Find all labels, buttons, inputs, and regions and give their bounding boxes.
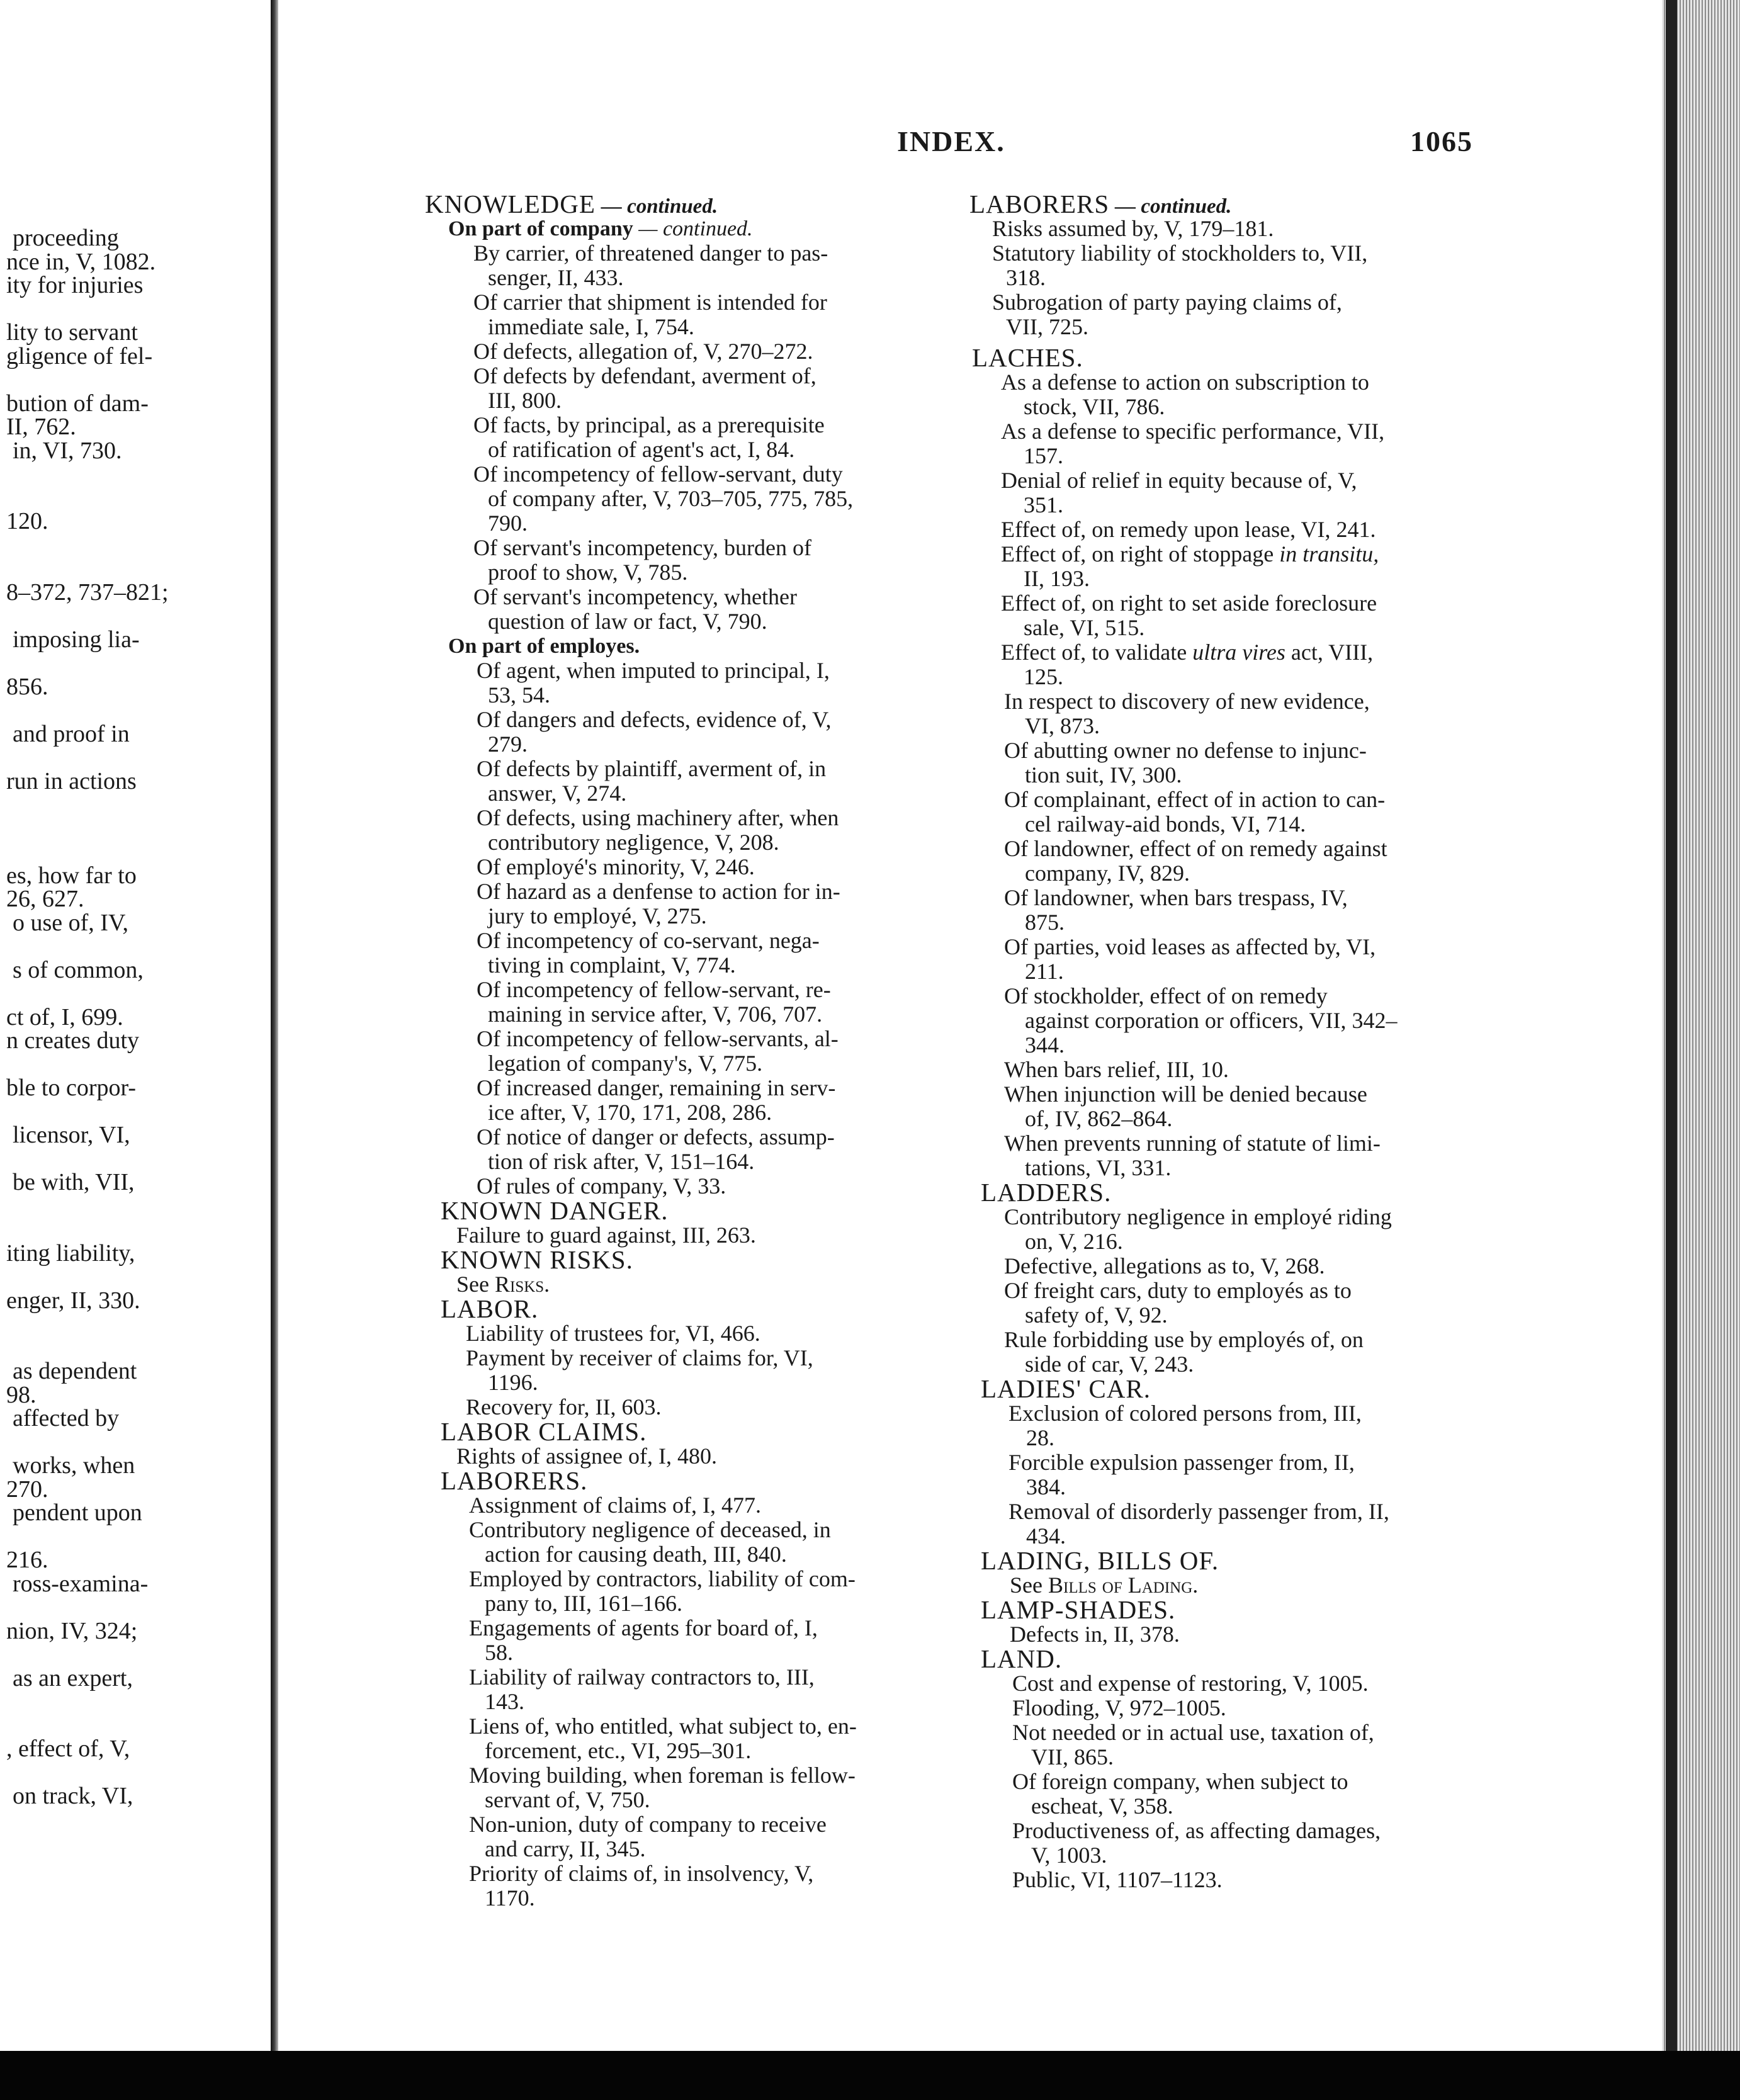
left-page-text-line: 8–372, 737–821;	[6, 579, 169, 606]
left-page-text-line: bution of dam-	[6, 390, 149, 417]
entry-line: of ratification of agent's act, I, 84.	[488, 437, 795, 462]
entry-line: Of agent, when imputed to principal, I,	[477, 658, 830, 683]
left-page-text-line: o use of, IV,	[13, 909, 129, 936]
entry-line: Effect of, to validate ultra vires act, VIII,	[1001, 640, 1374, 665]
entry-line: VII, 865.	[1031, 1744, 1114, 1770]
left-page-text-line: ity for injuries	[6, 272, 144, 298]
entry-line: Of dangers and defects, evidence of, V,	[477, 707, 832, 732]
entry-line: 1170.	[485, 1885, 535, 1911]
entry-line: Not needed or in actual use, taxation of,	[1012, 1720, 1374, 1745]
entry-line: Of rules of company, V, 33.	[477, 1173, 726, 1199]
entry-line: action for causing death, III, 840.	[485, 1542, 787, 1567]
left-page-text-line: imposing lia-	[13, 626, 140, 653]
subheading-on-part-of-company: On part of company — continued.	[448, 217, 753, 240]
left-page-text-line: s of common,	[13, 956, 144, 983]
page-title: INDEX.	[897, 125, 1005, 157]
entry-line: immediate sale, I, 754.	[488, 314, 694, 339]
entry-line: 279.	[488, 731, 528, 757]
entry-line: senger, II, 433.	[488, 265, 624, 290]
entry-line: jury to employé, V, 275.	[488, 903, 707, 929]
entry-line: 790.	[488, 511, 528, 536]
entry-line: Contributory negligence in employé riding	[1004, 1204, 1392, 1229]
entry-line: Contributory negligence of deceased, in	[469, 1517, 831, 1542]
left-page-fragment	[0, 0, 271, 2051]
entry-line: escheat, V, 358.	[1031, 1793, 1173, 1819]
entry-line: Effect of, on right of stoppage in transitu,	[1001, 541, 1379, 567]
entry-labor-claims-heading: LABOR CLAIMS.	[441, 1417, 647, 1446]
entry-line: maining in service after, V, 706, 707.	[488, 1002, 823, 1027]
entry-line: Effect of, on right to set aside foreclosure	[1001, 590, 1377, 616]
entry-line: ice after, V, 170, 171, 208, 286.	[488, 1100, 772, 1125]
left-page-text-line: 120.	[6, 508, 48, 534]
index-column-right	[969, 189, 1486, 1892]
entry-labor-heading: LABOR.	[441, 1294, 539, 1323]
book-cover-edge	[1666, 0, 1677, 2051]
entry-lamp-shades-heading: LAMP-SHADES.	[981, 1595, 1176, 1624]
entry-line: Assignment of claims of, I, 477.	[469, 1493, 761, 1518]
left-page-text-line: nion, IV, 324;	[6, 1617, 138, 1644]
employes-subentries	[425, 658, 941, 1199]
left-page-text-line: 270.	[6, 1476, 48, 1503]
entry-line: Payment by receiver of claims for, VI,	[466, 1345, 813, 1370]
entry-line: 351.	[1024, 492, 1063, 517]
entry-line: and carry, II, 345.	[485, 1836, 646, 1861]
entry-line: Priority of claims of, in insolvency, V,	[469, 1861, 814, 1886]
entry-line: Cost and expense of restoring, V, 1005.	[1012, 1671, 1369, 1696]
entry-line: 157.	[1024, 443, 1063, 468]
entry-line: Of parties, void leases as affected by, VI,	[1004, 934, 1376, 959]
entry-line: Of landowner, when bars trespass, IV,	[1004, 885, 1348, 910]
entry-line: Of complainant, effect of in action to can-	[1004, 787, 1386, 812]
entry-line: Of defects by defendant, averment of,	[473, 363, 816, 388]
entry-line: Of defects, using machinery after, when	[477, 805, 839, 830]
left-page-text-line: gligence of fel-	[6, 342, 153, 370]
entry-line: tiving in complaint, V, 774.	[488, 952, 736, 978]
left-page-text-line: nce in, V, 1082.	[6, 248, 156, 275]
entry-line: on, V, 216.	[1025, 1229, 1123, 1254]
index-column-left	[425, 189, 941, 1911]
entry-lading-heading: LADING, BILLS OF.	[981, 1546, 1219, 1575]
left-page-text-line: works, when	[13, 1452, 135, 1479]
entry-line: As a defense to action on subscription to	[1001, 370, 1369, 395]
left-page-text-line: II, 762.	[6, 414, 76, 440]
entry-ladders-heading: LADDERS.	[981, 1178, 1112, 1207]
laborers-continued-subentries	[969, 217, 1486, 339]
entry-line: Moving building, when foreman is fellow-	[469, 1763, 856, 1788]
left-page-text-line: enger, II, 330.	[6, 1287, 140, 1314]
entry-line: When bars relief, III, 10.	[1004, 1057, 1229, 1082]
left-page-text-line: be with, VII,	[13, 1169, 135, 1195]
left-page-text-line: on track, VI,	[13, 1783, 133, 1809]
company-subentries	[425, 241, 941, 634]
entry-line: Of servant's incompetency, whether	[473, 584, 797, 609]
entry-line: forcement, etc., VI, 295–301.	[485, 1738, 752, 1763]
entry-line: proof to show, V, 785.	[488, 560, 688, 585]
entry-line: sale, VI, 515.	[1024, 615, 1145, 640]
ladders-subentries	[969, 1205, 1486, 1377]
entry-line: Of servant's incompetency, burden of	[473, 535, 811, 560]
page-number: 1065	[1410, 125, 1473, 157]
entry-line: 53, 54.	[488, 682, 550, 708]
ladies-car-subentries	[969, 1401, 1486, 1549]
entry-line: of, IV, 862–864.	[1025, 1106, 1173, 1131]
entry-line: Effect of, on remedy upon lease, VI, 241.	[1001, 517, 1376, 542]
entry-line: tion suit, IV, 300.	[1025, 762, 1182, 788]
entry-line: Forcible expulsion passenger from, II,	[1008, 1450, 1355, 1475]
entry-line: Defects in, II, 378.	[1010, 1622, 1180, 1647]
entry-line: Of notice of danger or defects, assump-	[477, 1124, 835, 1149]
entry-line: Non-union, duty of company to receive	[469, 1812, 827, 1837]
left-page-text-line: pendent upon	[13, 1499, 142, 1526]
entry-line: Denial of relief in equity because of, V,	[1001, 468, 1357, 493]
entry-knowledge-heading: KNOWLEDGE — continued.	[425, 189, 718, 218]
entry-line: 125.	[1024, 664, 1063, 689]
left-page-text-line: 856.	[6, 673, 48, 700]
entry-line: tion of risk after, V, 151–164.	[488, 1149, 755, 1174]
cross-reference: See Bills of Lading.	[1010, 1572, 1199, 1598]
entry-line: Statutory liability of stockholders to, VII,	[992, 240, 1368, 266]
entry-line: When prevents running of statute of limi-	[1004, 1131, 1381, 1156]
entry-line: safety of, V, 92.	[1025, 1302, 1168, 1328]
entry-line: 318.	[1006, 265, 1046, 290]
left-page-text-line: iting liability,	[6, 1239, 135, 1267]
entry-line: III, 800.	[488, 388, 562, 413]
entry-line: side of car, V, 243.	[1025, 1352, 1194, 1377]
entry-line: Of landowner, effect of on remedy against	[1004, 836, 1387, 861]
entry-line: stock, VII, 786.	[1024, 394, 1165, 419]
entry-line: Of freight cars, duty to employés as to	[1004, 1278, 1352, 1303]
left-page-text-line: n creates duty	[6, 1027, 140, 1054]
land-subentries	[969, 1671, 1486, 1892]
entry-line: answer, V, 274.	[488, 781, 627, 806]
entry-line: 143.	[485, 1689, 524, 1714]
left-page-text-line: es, how far to	[6, 862, 137, 889]
entry-line: Of hazard as a denfense to action for in-	[477, 879, 840, 904]
entry-line: 211.	[1025, 959, 1064, 984]
entry-line: pany to, III, 161–166.	[485, 1591, 682, 1616]
left-page-text-line: 98.	[6, 1381, 37, 1408]
entry-line: As a defense to specific performance, VII,	[1001, 419, 1385, 444]
entry-line: Rights of assignee of, I, 480.	[456, 1443, 717, 1469]
entry-line: Of carrier that shipment is intended for	[473, 290, 827, 315]
entry-line: Of incompetency of fellow-servants, al-	[477, 1026, 839, 1051]
entry-line: 434.	[1026, 1523, 1066, 1549]
entry-line: VI, 873.	[1025, 713, 1100, 738]
entry-line: Defective, allegations as to, V, 268.	[1004, 1253, 1325, 1279]
entry-laches-heading: LACHES.	[972, 343, 1083, 372]
entry-line: servant of, V, 750.	[485, 1787, 650, 1812]
entry-line: Of incompetency of fellow-servant, duty	[473, 461, 843, 487]
entry-line: Of abutting owner no defense to injunc-	[1004, 738, 1367, 763]
entry-line: contributory negligence, V, 208.	[488, 830, 779, 855]
entry-line: Employed by contractors, liability of com-	[469, 1566, 856, 1591]
laborers-subentries	[425, 1493, 941, 1911]
left-page-text-line: ble to corpor-	[6, 1075, 137, 1101]
book-gutter	[271, 0, 278, 2051]
entry-line: VII, 725.	[1006, 314, 1088, 339]
left-page-text-line: proceeding	[13, 225, 119, 251]
entry-line: Failure to guard against, III, 263.	[456, 1222, 756, 1248]
entry-line: Of employé's minority, V, 246.	[477, 854, 755, 879]
entry-laborers-continued-heading: LABORERS — continued.	[969, 189, 1232, 218]
left-page-text-line: and proof in	[13, 720, 130, 747]
entry-line: 384.	[1026, 1474, 1066, 1499]
entry-line: against corporation or officers, VII, 342–	[1025, 1008, 1398, 1033]
left-page-text-line: affected by	[13, 1405, 120, 1431]
left-page-text-line: 26, 627.	[6, 886, 84, 912]
cross-reference: See Risks.	[456, 1272, 550, 1297]
entry-line: 28.	[1026, 1425, 1054, 1450]
entry-laborers-heading: LABORERS.	[441, 1466, 588, 1495]
entry-known-danger-heading: KNOWN DANGER.	[441, 1196, 669, 1225]
left-page-text-line: run in actions	[6, 767, 137, 794]
entry-ladies-car-heading: LADIES' CAR.	[981, 1374, 1151, 1403]
entry-line: Risks assumed by, V, 179–181.	[992, 216, 1274, 241]
entry-line: Rule forbidding use by employés of, on	[1004, 1327, 1364, 1352]
scan-border	[0, 2051, 1740, 2100]
entry-line: tations, VI, 331.	[1025, 1155, 1172, 1180]
left-page-text-line: ross-examina-	[13, 1570, 149, 1597]
entry-line: By carrier, of threatened danger to pas-	[473, 240, 828, 266]
entry-known-risks-heading: KNOWN RISKS.	[441, 1245, 633, 1274]
left-page-text-line: as dependent	[13, 1358, 137, 1384]
entry-line: Of foreign company, when subject to	[1012, 1769, 1348, 1794]
entry-line: Of incompetency of fellow-servant, re-	[477, 977, 831, 1002]
entry-line: Flooding, V, 972–1005.	[1012, 1695, 1226, 1720]
entry-line: Removal of disorderly passenger from, II,	[1008, 1499, 1389, 1524]
left-page-text-line: lity to servant	[6, 319, 138, 346]
left-page-text-line: licensor, VI,	[13, 1122, 130, 1148]
laches-subentries	[969, 689, 1486, 1180]
entry-line: Liens of, who entitled, what subject to, en-	[469, 1713, 857, 1739]
subheading-on-part-of-employes: On part of employes.	[448, 635, 640, 658]
entry-line: Of stockholder, effect of on remedy	[1004, 983, 1328, 1008]
entry-line: Liability of trustees for, VI, 466.	[466, 1321, 760, 1346]
entry-line: Engagements of agents for board of, I,	[469, 1615, 818, 1640]
entry-line: legation of company's, V, 775.	[488, 1051, 763, 1076]
entry-line: 58.	[485, 1640, 513, 1665]
entry-line: Of facts, by principal, as a prerequisite	[473, 412, 825, 438]
entry-line: Exclusion of colored persons from, III,	[1008, 1401, 1362, 1426]
entry-line: 344.	[1025, 1032, 1065, 1058]
left-page-text-line: as an expert,	[13, 1664, 133, 1691]
entry-line: Of incompetency of co-servant, nega-	[477, 928, 820, 953]
entry-line: Recovery for, II, 603.	[466, 1394, 662, 1420]
entry-line: question of law or fact, V, 790.	[488, 609, 767, 634]
entry-line: cel railway-aid bonds, VI, 714.	[1025, 811, 1306, 837]
entry-line: V, 1003.	[1031, 1843, 1107, 1868]
entry-line: Public, VI, 1107–1123.	[1012, 1867, 1223, 1892]
entry-line: II, 193.	[1024, 566, 1090, 591]
entry-line: When injunction will be denied because	[1004, 1081, 1367, 1107]
entry-line: Liability of railway contractors to, III,	[469, 1664, 815, 1690]
left-page-text-line: in, VI, 730.	[13, 437, 122, 464]
labor-subentries	[425, 1321, 941, 1420]
left-page-text-line: 216.	[6, 1547, 48, 1573]
left-page-text-line: , effect of, V,	[6, 1736, 130, 1762]
entry-line: Of increased danger, remaining in serv-	[477, 1075, 836, 1100]
entry-line: of company after, V, 703–705, 775, 785,	[488, 486, 854, 511]
entry-line: 875.	[1025, 910, 1065, 935]
entry-line: In respect to discovery of new evidence,	[1004, 689, 1370, 714]
entry-line: Productiveness of, as affecting damages,	[1012, 1818, 1381, 1843]
entry-line: Subrogation of party paying claims of,	[992, 290, 1342, 315]
left-page-text-line: ct of, I, 699.	[6, 1003, 123, 1030]
entry-land-heading: LAND.	[981, 1644, 1063, 1673]
entry-line: 1196.	[488, 1370, 538, 1395]
entry-line: Of defects by plaintiff, averment of, in	[477, 756, 827, 781]
entry-line: company, IV, 829.	[1025, 861, 1190, 886]
entry-line: Of defects, allegation of, V, 270–272.	[473, 339, 813, 364]
